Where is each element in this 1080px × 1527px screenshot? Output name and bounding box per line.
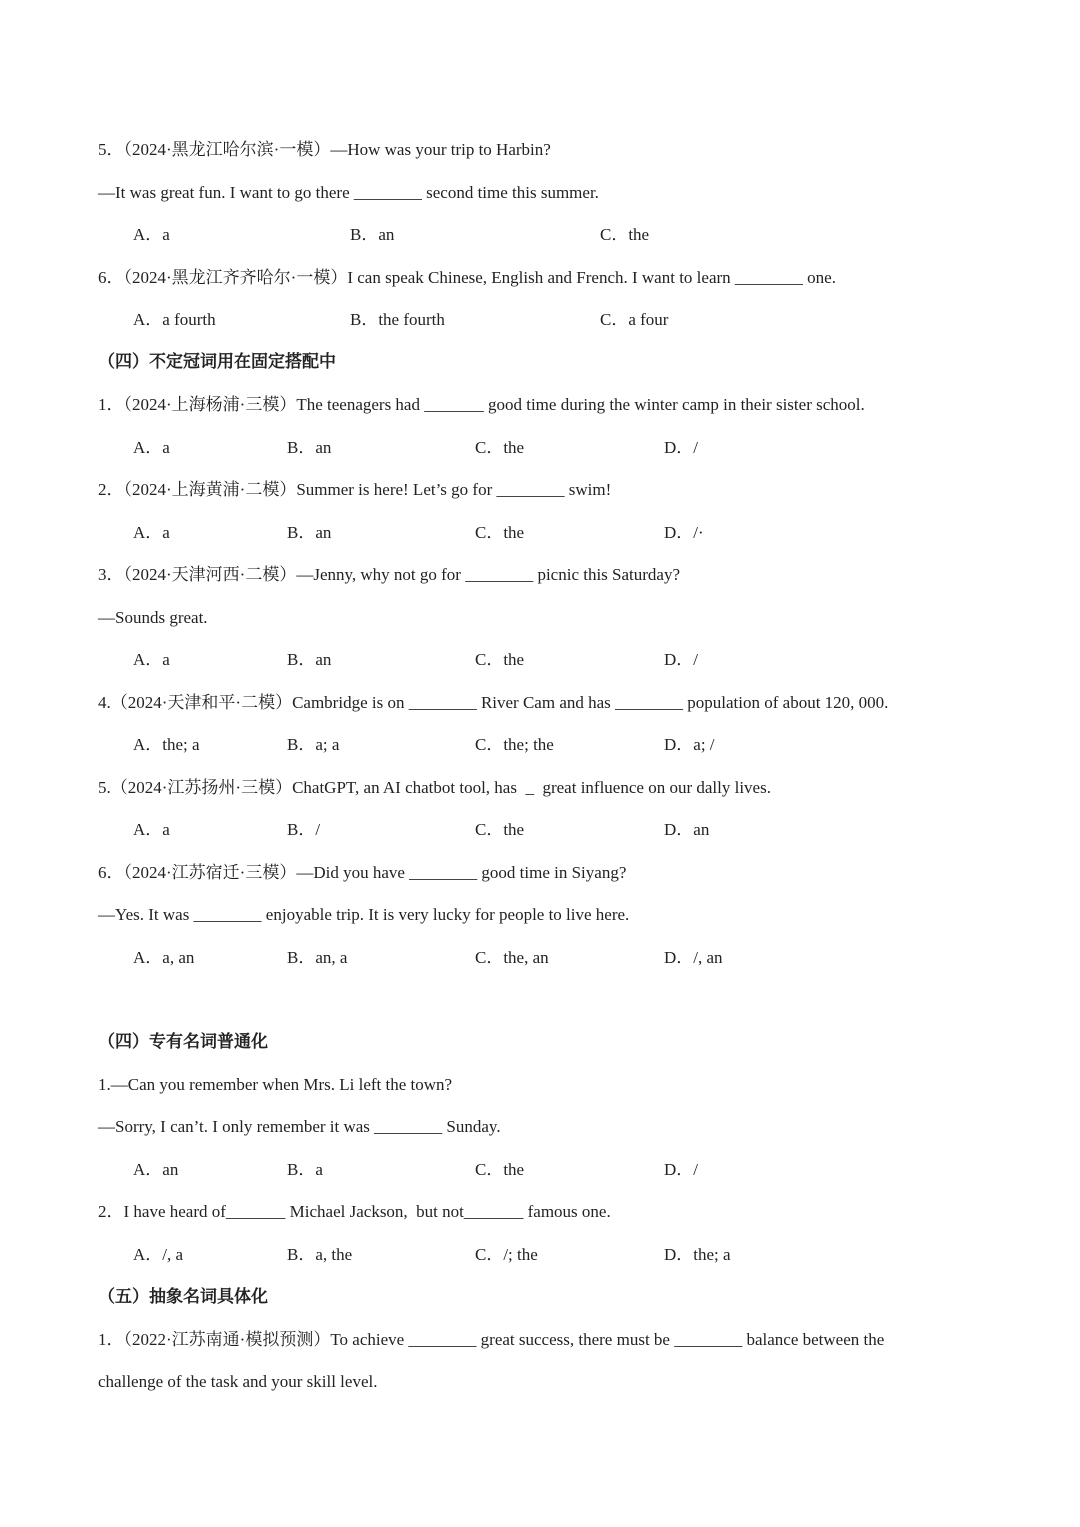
- option-b: B．an, a: [287, 948, 348, 967]
- option-c: C．the; the: [475, 735, 554, 754]
- option-c: C．the, an: [475, 948, 549, 967]
- option-a: A．a: [133, 523, 170, 542]
- option-a: A．a: [133, 438, 170, 457]
- question-text: 2．I have heard of_______ Michael Jackson, but not_______ famous one.: [98, 1202, 611, 1221]
- option-a: A．a: [133, 650, 170, 669]
- question-text: 1.—Can you remember when Mrs. Li left the town?: [98, 1075, 453, 1094]
- question-text: 6．（2024·黑龙江齐齐哈尔·一模）I can speak Chinese, English and French. I want to learn ________ one.: [98, 268, 836, 287]
- option-a: A．a: [133, 225, 170, 244]
- option-d: D．the; a: [664, 1245, 731, 1264]
- question-text: 4.（2024·天津和平·二模）Cambridge is on ________ River Cam and has ________ population of about 120, 000.: [98, 693, 889, 712]
- option-c: C．the: [475, 820, 525, 839]
- option-d: D．/: [664, 650, 698, 669]
- option-c: C．a four: [600, 310, 669, 329]
- option-a: A．the; a: [133, 735, 200, 754]
- question-text: 3．（2024·天津河西·二模）—Jenny, why not go for ________ picnic this Saturday?: [98, 565, 681, 584]
- option-b: B．an: [287, 650, 332, 669]
- option-b: B．the fourth: [350, 310, 445, 329]
- question-text: 6．（2024·江苏宿迁·三模）—Did you have ________ good time in Siyang?: [98, 863, 627, 882]
- question-text: —Yes. It was ________ enjoyable trip. It is very lucky for people to live here.: [98, 905, 630, 924]
- option-d: D．/: [664, 1160, 698, 1179]
- option-d: D．an: [664, 820, 710, 839]
- option-a: A．a: [133, 820, 170, 839]
- option-b: B．a; a: [287, 735, 340, 754]
- question-text: —Sounds great.: [98, 608, 208, 627]
- question-text: —Sorry, I can’t. I only remember it was ________ Sunday.: [98, 1117, 501, 1136]
- question-text: 5.（2024·江苏扬州·三模）ChatGPT, an AI chatbot tool, has _ great influence on our dally lives.: [98, 778, 771, 797]
- question-text: 2．（2024·上海黄浦·二模）Summer is here! Let’s go for ________ swim!: [98, 480, 612, 499]
- question-text: challenge of the task and your skill level.: [98, 1372, 378, 1391]
- option-a: A．/, a: [133, 1245, 184, 1264]
- section-heading: （四）不定冠词用在固定搭配中: [98, 352, 336, 372]
- option-a: A．an: [133, 1160, 179, 1179]
- option-b: B．an: [350, 225, 395, 244]
- option-d: D．/: [664, 438, 698, 457]
- option-b: B．a, the: [287, 1245, 353, 1264]
- option-c: C．the: [475, 1160, 525, 1179]
- section-heading: （五）抽象名词具体化: [98, 1287, 268, 1307]
- question-text: 5．（2024·黑龙江哈尔滨·一模）—How was your trip to Harbin?: [98, 140, 551, 159]
- option-d: D．/·: [664, 523, 704, 542]
- option-c: C．the: [600, 225, 650, 244]
- option-a: A．a, an: [133, 948, 195, 967]
- option-c: C．the: [475, 523, 525, 542]
- question-text: 1．（2024·上海杨浦·三模）The teenagers had _______ good time during the winter camp in their sister school.: [98, 395, 865, 414]
- option-b: B．a: [287, 1160, 323, 1179]
- section-heading: （四）专有名词普通化: [98, 1032, 268, 1052]
- option-c: C．/; the: [475, 1245, 538, 1264]
- question-text: 1．（2022·江苏南通·模拟预测）To achieve ________ great success, there must be ________ balance between the: [98, 1330, 885, 1349]
- option-d: D．/, an: [664, 948, 723, 967]
- option-b: B．an: [287, 438, 332, 457]
- option-b: B．an: [287, 523, 332, 542]
- option-d: D．a; /: [664, 735, 715, 754]
- option-c: C．the: [475, 438, 525, 457]
- option-a: A．a fourth: [133, 310, 216, 329]
- option-b: B．/: [287, 820, 321, 839]
- question-text: —It was great fun. I want to go there ________ second time this summer.: [98, 183, 599, 202]
- option-c: C．the: [475, 650, 525, 669]
